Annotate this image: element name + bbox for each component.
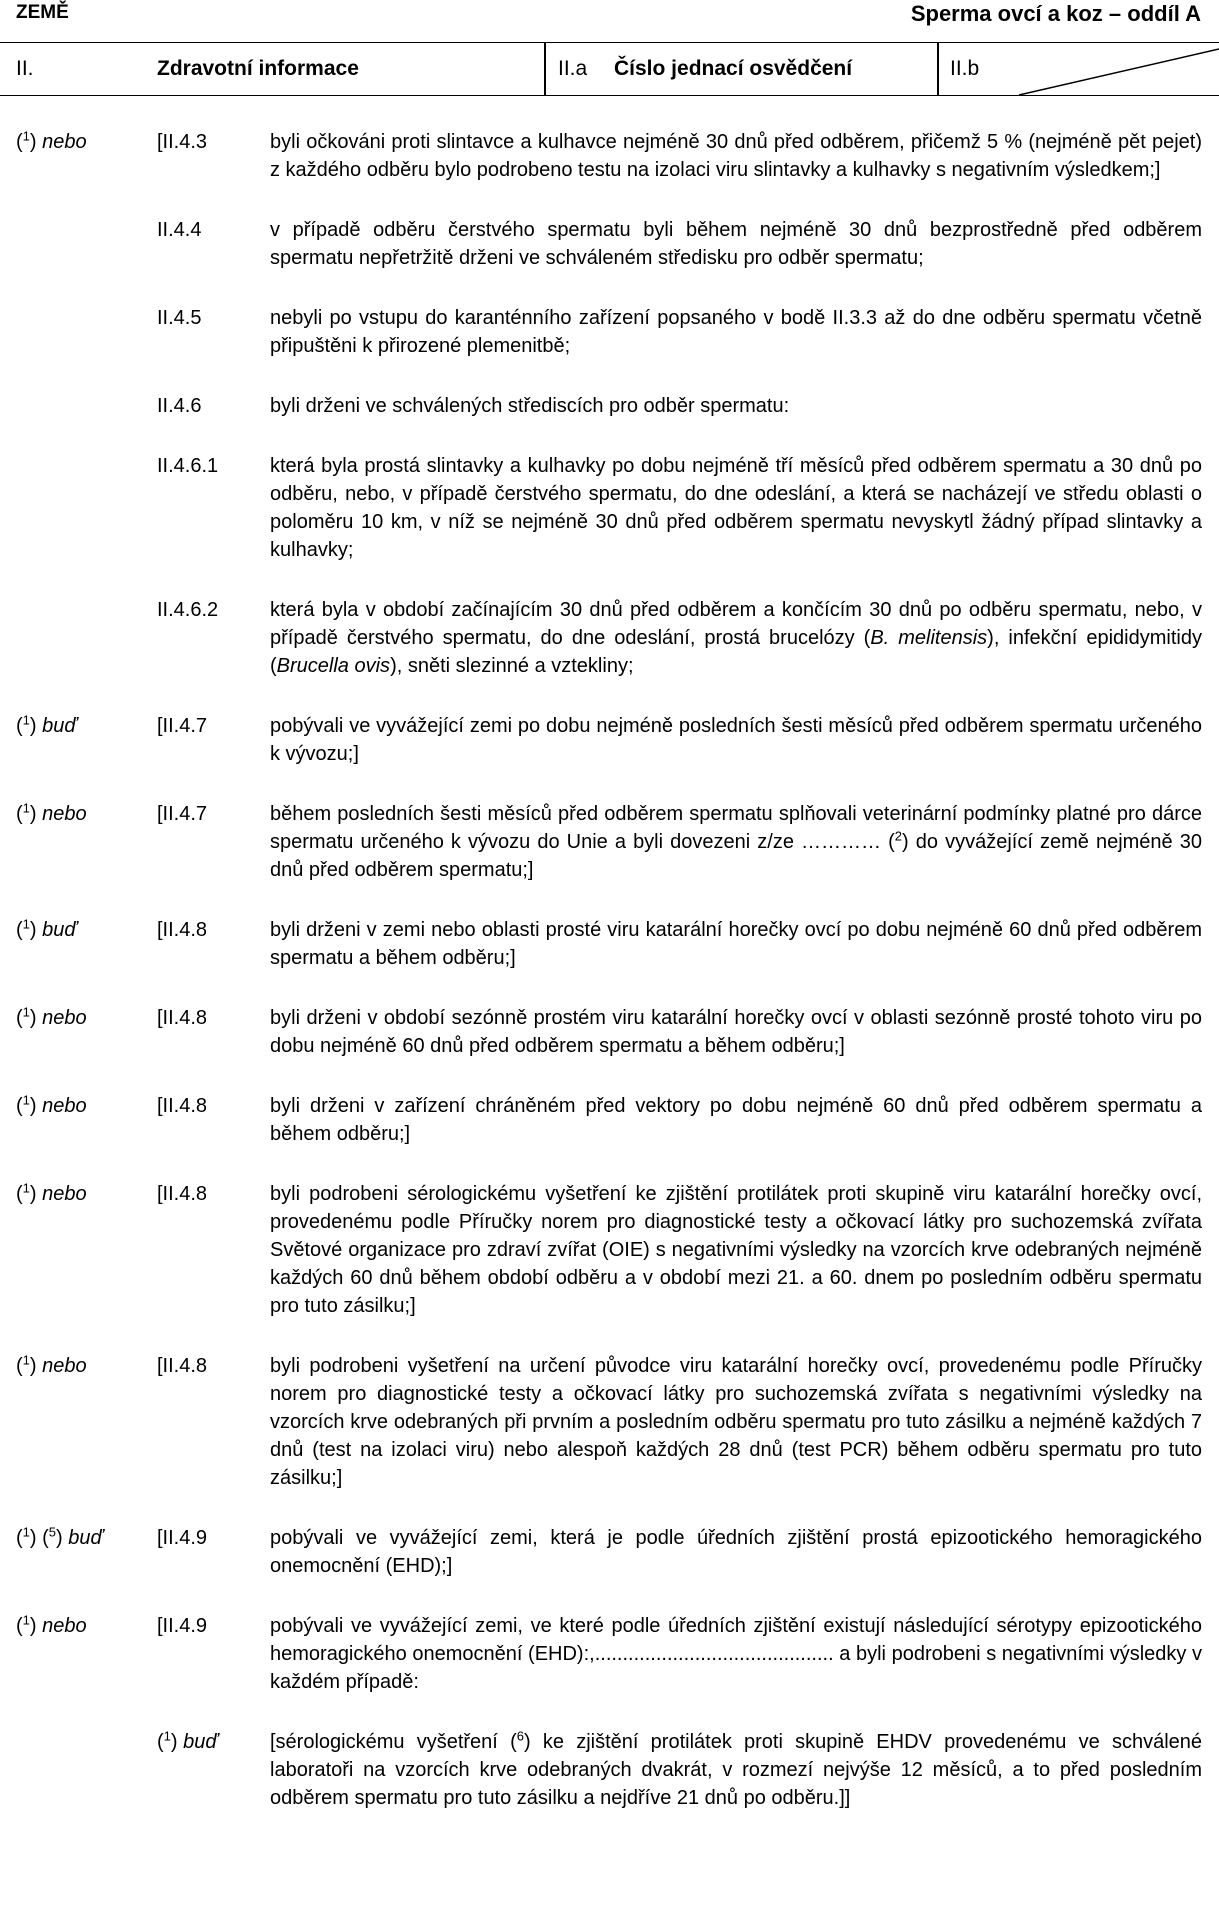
entry-code: II.4.6 (157, 395, 202, 417)
entry-marker: ($^1$) nebo (16, 1004, 87, 1029)
entry-text: byli drženi v zařízení chráněném před vektory po dobu nejméně 60 dnů před odběrem spermatu a během odběru;] (270, 1095, 1202, 1145)
entry-marker: ($^1$) ($^5$) buď (16, 1524, 103, 1549)
entry-code: II.4.5 (157, 307, 202, 329)
document-title: Sperma ovcí a koz – oddíl A (910, 1, 1201, 26)
entry-marker: ($^1$) buď (16, 916, 77, 941)
entry-code: [II.4.8 (157, 1355, 208, 1377)
list-item (0, 800, 1219, 884)
entry-code: II.4.4 (157, 219, 202, 241)
entry-text: pobývali ve vyvážející zemi, která je podle úředních zjištění prostá epizootického hemoragického onemocnění (EHD);] (270, 1527, 1202, 1577)
entry-marker: ($^1$) nebo (16, 1180, 87, 1205)
entry-text: byli podrobeni sérologickému vyšetření ke zjištění protilátek proti skupině viru katarální horečky ovcí, provedenému podle Příručky norem pro diagnostické testy a očkovací látky pro suchozemská zvířata Světové organizace pro zdraví zvířat (OIE) s negativními výsledky na vzorcích krve odebraných nejméně každých 60 dnů během období odběru a v období mezi 21. a 60. dnem po posledním odběru spermatu pro tuto zásilku;] (270, 1183, 1202, 1317)
list-item (0, 216, 1219, 272)
entry-code: [II.4.8 (157, 919, 208, 941)
list-item (0, 452, 1219, 564)
entry-text: byli drženi v období sezónně prostém viru katarální horečky ovcí v oblasti sezónně prosté tohoto viru po dobu nejméně 60 dnů před odběrem spermatu a během odběru;] (270, 1007, 1202, 1057)
header-diagonal-line (0, 43, 1219, 95)
list-item (0, 1092, 1219, 1148)
reference-title: Číslo jednací osvědčení (614, 57, 853, 80)
sub-label: II.b (950, 57, 980, 80)
entry-marker: ($^1$) buď (16, 712, 77, 737)
entry-code: [II.4.8 (157, 1095, 208, 1117)
list-item (0, 1524, 1219, 1580)
entry-marker: ($^1$) nebo (16, 800, 87, 825)
entry-code: II.4.6.2 (157, 599, 219, 621)
entry-text: byli podrobeni vyšetření na určení původce viru katarální horečky ovcí, provedenému podle Příručky norem pro diagnostické testy a očkovací látky pro suchozemská zvířata s negativními výsledky na vzorcích krve odebraných při prvním a posledním odběru spermatu pro tuto zásilku a nejméně každých 7 dnů (test na izolaci viru) nebo alespoň každých 28 dnů (test PCR) během odběru spermatu pro tuto zásilku;] (270, 1355, 1202, 1489)
entry-code: [II.4.9 (157, 1615, 208, 1637)
entry-text: byli drženi ve schválených střediscích pro odběr spermatu: (270, 395, 790, 417)
entry-code: II.4.6.1 (157, 455, 219, 477)
entry-text: v případě odběru čerstvého spermatu byli během nejméně 30 dnů bezprostředně před odběrem spermatu nepřetržitě drženi ve schváleném středisku pro odběr spermatu; (270, 219, 1202, 269)
section-number: II. (16, 57, 34, 80)
entry-text: během posledních šesti měsíců před odběrem spermatu splňovali veterinární podmínky platné pro dárce spermatu určeného k vývozu do Unie a byli dovezeni z/ze ………… ($^2$) do vyvážející země nejméně 30 dnů před odběrem spermatu;] (270, 803, 1203, 881)
list-item (0, 1352, 1219, 1492)
entry-code: [II.4.8 (157, 1183, 208, 1205)
entry-code: [II.4.3 (157, 131, 208, 153)
entry-text: [sérologickému vyšetření ($^6$) ke zjištění protilátek proti skupině EHDV provedenému ve schválené laboratoři na vzorcích krve odebraných dvakrát, v rozmezí nejvýše 12 měsíců, a to před posledním odběrem spermatu pro tuto zásilku a nejdříve 21 dnů po odběru.]] (270, 1728, 1203, 1809)
section-header (0, 42, 1219, 96)
list-item (0, 712, 1219, 768)
entry-code: [II.4.7 (157, 803, 208, 825)
country-label: ZEMĚ (16, 2, 69, 23)
list-item (0, 1612, 1219, 1696)
certificate-body (0, 128, 1219, 1844)
entry-text: pobývali ve vyvážející zemi po dobu nejméně posledních šesti měsíců před odběrem spermatu určeného k vývozu;] (270, 715, 1202, 765)
entry-code: [II.4.7 (157, 715, 208, 737)
list-item (0, 128, 1219, 184)
entry-text: pobývali ve vyvážející zemi, ve které podle úředních zjištění existují následující sérotypy epizootického hemoragického onemocnění (EHD):,........................................... a byli podrobeni s negativními výsledky v každém případě: (270, 1615, 1202, 1693)
entry-code: [II.4.9 (157, 1527, 208, 1549)
entry-text: která byla v období začínajícím 30 dnů před odběrem a končícím 30 dnů po odběru spermatu, nebo, v případě čerstvého spermatu, do dne odeslání, prostá brucelózy (B. melitensis), infekční epididymitidy (Brucella ovis), sněti slezinné a vztekliny; (270, 599, 1202, 677)
list-item (0, 1180, 1219, 1320)
entry-marker: ($^1$) nebo (16, 1092, 87, 1117)
entry-marker: ($^1$) nebo (16, 128, 87, 153)
list-item (0, 916, 1219, 972)
entry-marker: ($^1$) buď (157, 1728, 218, 1753)
list-item (0, 1004, 1219, 1060)
list-item (0, 392, 1219, 420)
list-item (0, 304, 1219, 360)
entry-marker: ($^1$) nebo (16, 1352, 87, 1377)
reference-label: II.a (558, 57, 588, 80)
entry-text: která byla prostá slintavky a kulhavky po dobu nejméně tří měsíců před odběrem spermatu a 30 dnů po odběru, nebo, v případě čerstvého spermatu, do dne odeslání, a která se nacházejí ve středu oblasti o poloměru 10 km, v níž se nejméně 30 dnů před odběrem spermatu nevyskytl žádný případ slintavky a kulhavky; (270, 455, 1202, 561)
entry-code: [II.4.8 (157, 1007, 208, 1029)
list-item (0, 1728, 1219, 1812)
section-title: Zdravotní informace (157, 57, 359, 80)
list-item (0, 596, 1219, 680)
entry-marker: ($^1$) nebo (16, 1612, 87, 1637)
entry-text: byli drženi v zemi nebo oblasti prosté viru katarální horečky ovcí po dobu nejméně 60 dnů před odběrem spermatu a během odběru;] (270, 919, 1202, 969)
entry-text: byli očkováni proti slintavce a kulhavce nejméně 30 dnů před odběrem, přičemž 5 % (nejméně pět pejet) z každého odběru bylo podrobeno testu na izolaci viru slintavky a kulhavky s negativním výsledkem;] (270, 131, 1202, 181)
entry-text: nebyli po vstupu do karanténního zařízení popsaného v bodě II.3.3 až do dne odběru spermatu včetně připuštěni k přirozené plemenitbě; (270, 307, 1202, 357)
